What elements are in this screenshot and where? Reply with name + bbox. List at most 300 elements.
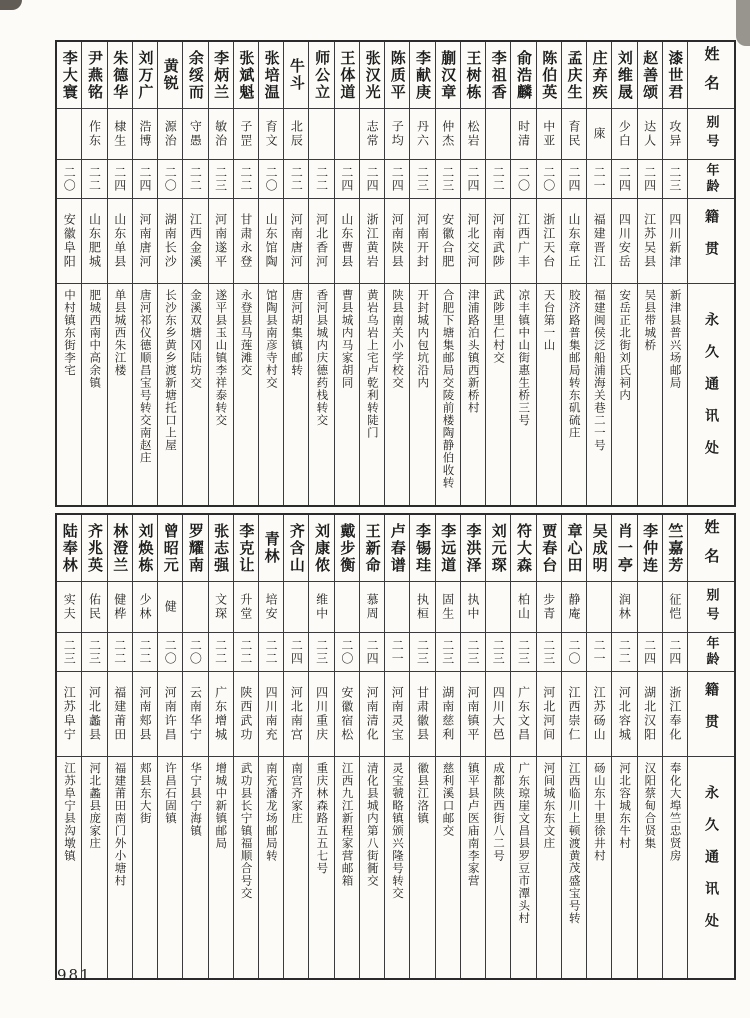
age-text: 二四 xyxy=(289,639,304,665)
name-cell xyxy=(108,42,132,109)
native-text: 安徽宿松 xyxy=(339,686,354,742)
name-cell xyxy=(360,515,384,582)
address-cell xyxy=(360,757,384,978)
name-cell xyxy=(309,515,333,582)
age-text: 二四 xyxy=(112,166,127,192)
native-place-cell xyxy=(209,199,233,284)
address-text: 华宁县宁海镇 xyxy=(189,762,204,837)
alias-cell xyxy=(638,109,662,160)
address-text: 安岳正北街刘氏祠内 xyxy=(618,289,633,402)
alias-text: 松岩 xyxy=(466,120,480,148)
address-cell xyxy=(511,284,535,505)
age-text: 二四 xyxy=(390,166,405,192)
address-cell xyxy=(537,757,561,978)
native-text: 河北南宫 xyxy=(289,686,304,742)
address-cell xyxy=(335,757,359,978)
header-native-place-cell xyxy=(688,199,734,284)
name-text: 赵善颂 xyxy=(641,49,660,101)
address-cell xyxy=(663,757,687,978)
native-place-cell xyxy=(108,672,132,757)
age-text: 二二 xyxy=(213,639,228,665)
address-text: 吴县带城桥 xyxy=(643,289,658,352)
address-cell xyxy=(284,757,308,978)
person-column xyxy=(107,42,132,505)
person-column xyxy=(233,515,258,978)
age-text: 二二 xyxy=(112,639,127,665)
age-cell xyxy=(108,633,132,672)
person-column xyxy=(359,515,384,978)
address-cell xyxy=(663,284,687,505)
name-text: 陈质平 xyxy=(388,49,407,101)
person-column xyxy=(586,42,611,505)
native-text: 湖北汉阳 xyxy=(642,686,657,742)
name-text: 刘焕栋 xyxy=(136,522,155,574)
person-column xyxy=(81,42,106,505)
address-text: 长沙东乡黄乡渡新塘托口上屋 xyxy=(163,289,178,452)
address-text: 郏县东大街 xyxy=(138,762,153,825)
person-column xyxy=(586,515,611,978)
age-text: 二二 xyxy=(137,639,152,665)
name-text: 李克让 xyxy=(237,522,256,574)
age-cell xyxy=(612,160,636,199)
alias-text: 庲 xyxy=(592,127,607,141)
age-cell xyxy=(587,633,611,672)
native-place-cell xyxy=(360,199,384,284)
address-text: 馆陶县南彦寺村交 xyxy=(264,289,279,389)
age-cell xyxy=(486,633,510,672)
alias-cell xyxy=(360,582,384,633)
name-cell xyxy=(486,42,510,109)
native-text: 湖南慈利 xyxy=(440,686,455,742)
age-text: 二三 xyxy=(314,639,329,665)
address-cell xyxy=(562,757,586,978)
native-text: 陕西武功 xyxy=(238,686,253,742)
name-text: 陈伯英 xyxy=(540,49,559,101)
native-text: 河南陕县 xyxy=(390,213,405,269)
address-text: 江西九江新程家营邮箱 xyxy=(340,762,355,887)
age-text: 二〇 xyxy=(516,166,531,192)
alias-text: 执桓 xyxy=(415,593,430,621)
native-text: 河南武陟 xyxy=(491,213,506,269)
age-cell xyxy=(638,160,662,199)
alias-cell xyxy=(461,109,485,160)
name-cell xyxy=(108,515,132,582)
header-address-cell xyxy=(688,284,734,500)
address-cell xyxy=(335,284,359,505)
native-text: 江西金溪 xyxy=(188,213,203,269)
age-text: 二二 xyxy=(87,166,102,192)
alias-text: 实夫 xyxy=(62,593,77,621)
alias-text: 健 xyxy=(163,600,178,614)
header-alias-text: 别号 xyxy=(703,115,719,153)
address-text: 武功县长宁镇福顺合号交 xyxy=(239,762,254,900)
alias-cell xyxy=(335,109,359,160)
age-cell xyxy=(612,633,636,672)
address-text: 成都陕西街八二号 xyxy=(491,762,506,862)
age-text: 二三 xyxy=(213,166,228,192)
alias-cell xyxy=(612,582,636,633)
name-cell xyxy=(663,515,687,582)
name-text: 俞浩麟 xyxy=(514,49,533,101)
native-place-cell xyxy=(133,199,157,284)
name-cell xyxy=(284,515,308,582)
address-cell xyxy=(234,757,258,978)
address-cell xyxy=(410,284,434,505)
native-text: 云南华宁 xyxy=(188,686,203,742)
address-text: 灵宝虢略镇颁兴隆号转交 xyxy=(391,762,406,900)
person-column xyxy=(460,515,485,978)
age-text: 二四 xyxy=(642,639,657,665)
alias-text: 攻异 xyxy=(667,120,682,148)
alias-cell xyxy=(108,582,132,633)
person-column xyxy=(182,515,207,978)
address-text: 中村镇东街李宅 xyxy=(63,289,77,377)
address-cell xyxy=(82,284,106,505)
native-place-cell xyxy=(385,199,409,284)
native-text: 河北容城 xyxy=(617,686,632,742)
name-text: 罗耀南 xyxy=(186,522,205,574)
age-cell xyxy=(335,633,359,672)
name-text: 李祖香 xyxy=(489,49,508,101)
person-column xyxy=(208,42,233,505)
name-cell xyxy=(133,515,157,582)
age-text: 二四 xyxy=(339,166,354,192)
person-column xyxy=(510,42,535,505)
name-cell xyxy=(410,42,434,109)
age-text: 二一 xyxy=(592,166,607,192)
address-cell xyxy=(436,757,460,978)
age-text: 二三 xyxy=(415,639,430,665)
age-text: 二一 xyxy=(592,639,607,665)
address-cell xyxy=(587,284,611,505)
alias-text: 固生 xyxy=(440,593,455,621)
native-place-cell xyxy=(284,199,308,284)
native-text: 河南清化 xyxy=(365,686,380,742)
age-cell xyxy=(82,633,106,672)
alias-cell xyxy=(183,582,207,633)
scan-artifact-top-left xyxy=(0,0,22,10)
age-text: 二二 xyxy=(188,166,203,192)
age-cell xyxy=(410,633,434,672)
native-text: 河南郏县 xyxy=(137,686,152,742)
native-text: 山东曹县 xyxy=(339,213,354,269)
name-text: 青林 xyxy=(262,531,281,565)
native-place-cell xyxy=(486,199,510,284)
age-text: 二四 xyxy=(667,639,682,665)
address-cell xyxy=(385,757,409,978)
address-cell xyxy=(57,284,81,505)
name-text: 李炳兰 xyxy=(212,49,231,101)
address-text: 永登县马莲滩交 xyxy=(239,289,254,377)
address-text: 新津县普兴场邮局 xyxy=(668,289,683,389)
native-place-cell xyxy=(234,199,258,284)
name-cell xyxy=(335,42,359,109)
age-cell xyxy=(183,633,207,672)
address-text: 增城中新镇邮局 xyxy=(214,762,229,850)
person-column xyxy=(258,515,283,978)
name-cell xyxy=(360,42,384,109)
name-text: 章心田 xyxy=(565,522,584,574)
address-cell xyxy=(537,284,561,505)
name-text: 刘康侬 xyxy=(313,522,332,574)
native-text: 江苏阜宁 xyxy=(62,686,77,742)
person-column xyxy=(283,42,308,505)
native-place-cell xyxy=(612,199,636,284)
native-text: 河南唐河 xyxy=(137,213,152,269)
name-cell xyxy=(562,42,586,109)
address-cell xyxy=(259,757,283,978)
address-text: 陕县南关小学校交 xyxy=(391,289,406,389)
native-place-cell xyxy=(133,672,157,757)
age-cell xyxy=(284,160,308,199)
address-text: 汉阳蔡甸合贤集 xyxy=(643,762,658,850)
age-text: 二二 xyxy=(238,639,253,665)
name-cell xyxy=(183,515,207,582)
alias-cell xyxy=(284,582,308,633)
person-column xyxy=(81,515,106,978)
alias-text: 健桦 xyxy=(112,593,127,621)
name-cell xyxy=(335,515,359,582)
name-text: 张汉光 xyxy=(363,49,382,101)
page-number: 981 xyxy=(57,966,92,984)
native-place-cell xyxy=(259,199,283,284)
native-place-cell xyxy=(309,199,333,284)
header-age-text: 年龄 xyxy=(703,636,719,668)
alias-cell xyxy=(385,109,409,160)
alias-cell xyxy=(385,582,409,633)
address-text: 清化县城内第八街衕交 xyxy=(365,762,380,887)
age-cell xyxy=(663,633,687,672)
person-column xyxy=(334,515,359,978)
age-cell xyxy=(234,160,258,199)
alias-text: 敏治 xyxy=(213,120,228,148)
name-text: 符大森 xyxy=(514,522,533,574)
address-text: 曹县城内马家胡同 xyxy=(340,289,355,389)
address-text: 津浦路泊头镇西新桥村 xyxy=(466,289,481,414)
alias-cell xyxy=(587,582,611,633)
alias-text: 维中 xyxy=(314,593,329,621)
person-column xyxy=(409,515,434,978)
header-name-text: 姓名 xyxy=(702,519,721,577)
name-text: 黄锐 xyxy=(161,58,180,92)
address-cell xyxy=(209,284,233,505)
age-cell xyxy=(360,160,384,199)
native-place-cell xyxy=(108,199,132,284)
native-place-cell xyxy=(638,672,662,757)
age-text: 二四 xyxy=(566,166,581,192)
name-cell xyxy=(461,515,485,582)
header-age-cell xyxy=(688,633,734,672)
age-text: 二三 xyxy=(541,639,556,665)
native-place-cell xyxy=(436,672,460,757)
alias-cell xyxy=(511,582,535,633)
alias-cell xyxy=(511,109,535,160)
address-cell xyxy=(461,757,485,978)
age-cell xyxy=(57,160,81,199)
person-column xyxy=(510,515,535,978)
address-cell xyxy=(486,284,510,505)
native-place-cell xyxy=(663,199,687,284)
band-1 xyxy=(55,513,736,980)
name-cell xyxy=(385,42,409,109)
alias-cell xyxy=(638,582,662,633)
native-text: 山东章丘 xyxy=(566,213,581,269)
person-column xyxy=(57,42,81,505)
alias-text: 少白 xyxy=(617,120,632,148)
header-native-place-cell xyxy=(688,672,734,757)
native-place-cell xyxy=(537,672,561,757)
age-text: 二〇 xyxy=(163,639,178,665)
address-cell xyxy=(158,284,182,505)
name-text: 庄弃疾 xyxy=(590,49,609,101)
alias-text: 育文 xyxy=(264,120,279,148)
name-text: 齐含山 xyxy=(287,522,306,574)
native-place-cell xyxy=(57,672,81,757)
alias-text: 培安 xyxy=(264,593,279,621)
age-cell xyxy=(385,160,409,199)
name-text: 张志强 xyxy=(212,522,231,574)
age-text: 二四 xyxy=(466,166,480,192)
name-cell xyxy=(385,515,409,582)
person-column xyxy=(384,42,409,505)
address-cell xyxy=(436,284,460,505)
alias-cell xyxy=(133,109,157,160)
name-cell xyxy=(133,42,157,109)
person-column xyxy=(182,42,207,505)
alias-cell xyxy=(436,109,460,160)
person-column xyxy=(233,42,258,505)
age-cell xyxy=(158,633,182,672)
alias-cell xyxy=(82,582,106,633)
native-place-cell xyxy=(335,672,359,757)
native-place-cell xyxy=(209,672,233,757)
address-cell xyxy=(158,757,182,978)
scan-artifact-top-right xyxy=(736,0,750,46)
person-column xyxy=(460,42,485,505)
address-cell xyxy=(612,284,636,505)
person-column xyxy=(359,42,384,505)
name-text: 戴步衡 xyxy=(338,522,357,574)
person-column xyxy=(536,42,561,505)
person-column xyxy=(409,42,434,505)
address-text: 遂平县玉山镇李祥泰转交 xyxy=(214,289,229,427)
native-text: 安徽合肥 xyxy=(440,213,455,269)
native-place-cell xyxy=(511,199,535,284)
address-text: 福建莆田南门外小塘村 xyxy=(113,762,128,887)
age-cell xyxy=(663,160,687,199)
address-cell xyxy=(410,757,434,978)
person-column xyxy=(208,515,233,978)
alias-text: 时清 xyxy=(516,120,531,148)
native-place-cell xyxy=(309,672,333,757)
header-native-text: 籍贯 xyxy=(703,682,719,746)
header-column xyxy=(687,42,734,505)
native-place-cell xyxy=(360,672,384,757)
address-text: 砀山东十里徐井村 xyxy=(592,762,607,862)
name-cell xyxy=(461,42,485,109)
name-cell xyxy=(259,42,283,109)
address-text: 金溪双塘冈陆坊交 xyxy=(189,289,204,389)
native-text: 四川重庆 xyxy=(314,686,329,742)
name-cell xyxy=(183,42,207,109)
age-cell xyxy=(209,160,233,199)
address-text: 许昌石固镇 xyxy=(163,762,178,825)
name-cell xyxy=(284,42,308,109)
person-column xyxy=(132,515,157,978)
alias-text: 静庵 xyxy=(566,593,581,621)
native-text: 浙江天台 xyxy=(541,213,556,269)
name-text: 李锡珪 xyxy=(414,522,433,574)
native-place-cell xyxy=(57,199,81,284)
alias-cell xyxy=(410,109,434,160)
address-text: 奉化大埠竺忠贤房 xyxy=(668,762,683,862)
alias-text: 中亚 xyxy=(541,120,556,148)
name-cell xyxy=(234,42,258,109)
alias-cell xyxy=(158,109,182,160)
address-text: 江苏阜宁县沟墩镇 xyxy=(63,762,77,862)
name-text: 吴成明 xyxy=(590,522,609,574)
native-text: 福建莆田 xyxy=(112,686,127,742)
address-text: 慈利溪口邮交 xyxy=(441,762,456,837)
age-cell xyxy=(638,633,662,672)
age-cell xyxy=(461,633,485,672)
native-place-cell xyxy=(663,672,687,757)
name-cell xyxy=(309,42,333,109)
address-text: 江西临川上顿渡黄茂盛宝号转 xyxy=(567,762,582,925)
age-text: 二三 xyxy=(491,639,506,665)
native-text: 山东馆陶 xyxy=(264,213,279,269)
native-place-cell xyxy=(562,199,586,284)
alias-cell xyxy=(461,582,485,633)
native-place-cell xyxy=(486,672,510,757)
person-column xyxy=(485,515,510,978)
age-text: 二三 xyxy=(516,639,531,665)
address-cell xyxy=(309,757,333,978)
native-place-cell xyxy=(183,199,207,284)
person-column xyxy=(662,42,687,505)
native-text: 河南遂平 xyxy=(213,213,228,269)
native-place-cell xyxy=(612,672,636,757)
native-place-cell xyxy=(511,672,535,757)
alias-cell xyxy=(587,109,611,160)
alias-cell xyxy=(537,109,561,160)
address-cell xyxy=(587,757,611,978)
alias-text: 棣生 xyxy=(112,120,127,148)
name-text: 王体道 xyxy=(338,49,357,101)
native-place-cell xyxy=(461,672,485,757)
alias-cell xyxy=(158,582,182,633)
name-text: 师公立 xyxy=(313,49,332,101)
native-text: 江苏砀山 xyxy=(592,686,607,742)
name-text: 竺嘉芳 xyxy=(666,522,685,574)
alias-cell xyxy=(537,582,561,633)
person-column xyxy=(611,515,636,978)
address-text: 合肥下塘集邮局交陵前楼陶静伯收转 xyxy=(441,289,456,489)
address-cell xyxy=(638,284,662,505)
person-column xyxy=(57,515,81,978)
header-name-cell xyxy=(688,42,734,109)
address-text: 肥城西南中高余镇 xyxy=(88,289,103,389)
name-text: 刘元琛 xyxy=(489,522,508,574)
header-alias-cell xyxy=(688,582,734,633)
name-text: 孟庆生 xyxy=(565,49,584,101)
address-cell xyxy=(183,284,207,505)
person-column xyxy=(561,42,586,505)
alias-text: 步青 xyxy=(541,593,556,621)
age-cell xyxy=(511,160,535,199)
native-place-cell xyxy=(587,672,611,757)
age-cell xyxy=(335,160,359,199)
